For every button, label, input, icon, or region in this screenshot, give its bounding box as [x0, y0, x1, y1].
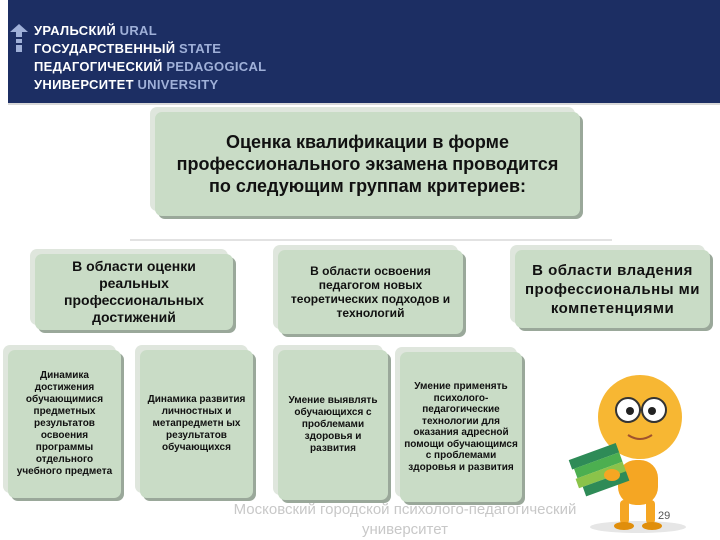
category-new-approaches: В области освоения педагогом новых теоретических подходов и технологий [278, 250, 463, 334]
category-achievements: В области оценки реальных профессиональных достижений [35, 254, 233, 330]
uni-ru-line-2: ГОСУДАРСТВЕННЫЙ [34, 41, 176, 56]
uni-en-line-3: PEDAGOGICAL [166, 59, 267, 74]
page-number: 29 [658, 510, 671, 522]
footer-text: Московский городской психолого-педагогический университет [233, 501, 577, 538]
leaf-apply-technologies: Умение применять психолого-педагогические технологии для оказания адресной помощи обучающимся с проблемами здоровья и развития [400, 352, 522, 502]
category-competencies: В области владения профессиональны ми компетенциями [515, 250, 710, 328]
uni-ru-line-1: УРАЛЬСКИЙ [34, 23, 117, 38]
leaf-identify-students: Умение выявлять обучающихся с проблемами здоровья и развития [278, 350, 388, 500]
uni-en-line-1: URAL [119, 23, 157, 38]
uni-ru-line-3: ПЕДАГОГИЧЕСКИЙ [34, 59, 163, 74]
uni-en-line-2: STATE [179, 41, 222, 56]
uni-en-line-4: UNIVERSITY [137, 77, 219, 92]
leaf-subject-results: Динамика достижения обучающимися предметных результатов освоения программы отдельного учебного предмета [8, 350, 121, 498]
root-node: Оценка квалификации в форме профессионального экзамена проводится по следующим группам критериев: [155, 112, 580, 216]
uni-ru-line-4: УНИВЕРСИТЕТ [34, 77, 134, 92]
leaf-personal-results: Динамика развития личностных и метапредметн ых результатов обучающихся [140, 350, 253, 498]
